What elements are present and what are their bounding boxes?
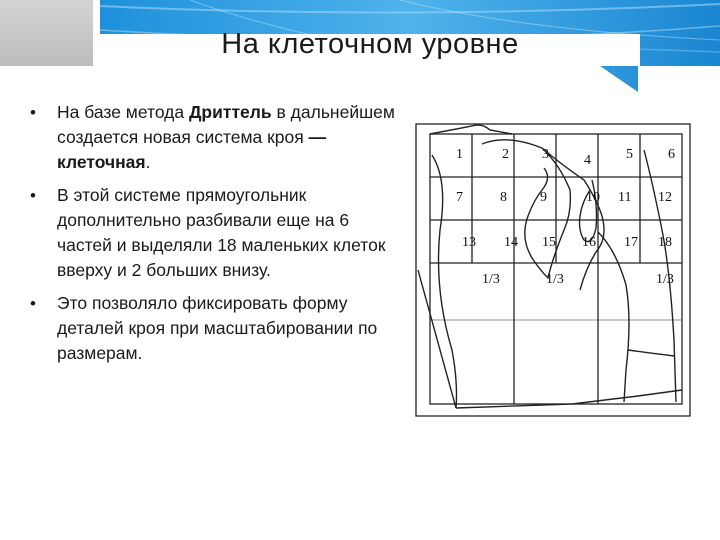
cell-label: 4	[584, 153, 591, 168]
cell-label: 3	[542, 147, 549, 162]
cell-label: 10	[586, 190, 600, 205]
fraction-label: 1/3	[546, 272, 564, 287]
bullet-dot-icon: •	[30, 294, 36, 313]
cell-label: 16	[582, 235, 596, 250]
cell-label: 17	[624, 235, 638, 250]
cell-label: 1	[456, 147, 463, 162]
bullet-text: Это позволяло фиксировать форму деталей кроя при масштабировании по размерам.	[57, 293, 378, 363]
cell-label: 14	[504, 235, 518, 250]
bullet-text: в дальнейшем создается новая система кроя	[57, 102, 395, 147]
bullet-bold-text: — клеточная	[57, 127, 327, 172]
cell-label: 9	[540, 190, 547, 205]
slide-title: На клеточном уровне	[221, 28, 519, 60]
pattern-grid-diagram	[412, 120, 694, 420]
bullet-text: .	[145, 152, 151, 172]
cell-label: 18	[658, 235, 672, 250]
bullet-text: На базе метода	[57, 102, 189, 122]
cell-label: 11	[618, 190, 632, 205]
header-separator	[93, 0, 100, 70]
bullet-text: В этой системе прямоугольник дополнительно разбивали еще на 6 частей и выделяли 18 маленьких клеток вверху и 2 больших внизу.	[57, 185, 386, 280]
cell-label: 7	[456, 190, 463, 205]
bullet-list	[30, 100, 402, 374]
cell-label: 6	[668, 147, 675, 162]
bullet-item-3	[30, 291, 402, 366]
cell-label: 2	[502, 147, 509, 162]
header-gray-block	[0, 0, 93, 66]
cell-labels	[456, 147, 675, 287]
cell-label: 12	[658, 190, 672, 205]
fraction-label: 1/3	[656, 272, 674, 287]
cell-label: 15	[542, 235, 556, 250]
fraction-label: 1/3	[482, 272, 500, 287]
bullet-dot-icon: •	[30, 103, 36, 122]
bullet-item-2	[30, 183, 402, 283]
cell-label: 8	[500, 190, 507, 205]
bullet-bold-text: Дриттель	[188, 102, 272, 122]
bullet-item-1	[30, 100, 402, 175]
cell-label: 5	[626, 147, 633, 162]
bullet-dot-icon: •	[30, 186, 36, 205]
cell-label: 13	[462, 235, 476, 250]
